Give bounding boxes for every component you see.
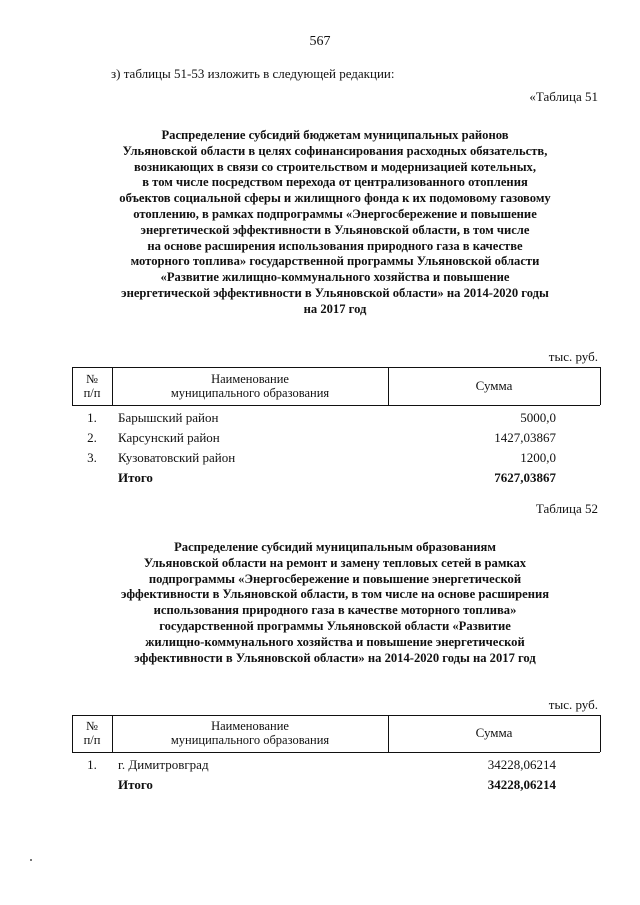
- table-51-label: «Таблица 51: [529, 89, 598, 104]
- title-line: жилищно-коммунального хозяйства и повышение энергетической: [145, 634, 525, 649]
- table-52-label: Таблица 52: [535, 501, 598, 516]
- table-border-right: [600, 715, 601, 752]
- table-border-header: [72, 752, 600, 753]
- title-line: Ульяновской области в целях софинансирования расходных обязательств,: [122, 143, 548, 158]
- row-name: Карсунский район: [118, 430, 220, 445]
- total-label: Итого: [118, 777, 153, 792]
- title-line: на основе расширения использования природного газа в качестве: [147, 238, 523, 253]
- table-51-units: тыс. руб.: [548, 349, 598, 364]
- header-name: Наименование муниципального образования: [170, 372, 330, 400]
- row-name: г. Димитровград: [118, 757, 209, 772]
- title-line: моторного топлива» государственной программы Ульяновской области: [130, 254, 540, 269]
- row-num: 1.: [87, 757, 97, 772]
- table-border-top: [72, 367, 600, 368]
- total-sum: 7627,03867: [494, 470, 556, 485]
- header-name: Наименование муниципального образования: [170, 719, 330, 747]
- title-line: Распределение субсидий бюджетам муниципальных районов: [161, 128, 509, 142]
- row-sum: 1200,0: [520, 450, 556, 465]
- table-border-right: [600, 367, 601, 405]
- table-51-title: [70, 128, 600, 318]
- title-line: Ульяновской области на ремонт и замену тепловых сетей в рамках: [143, 555, 527, 570]
- title-line: эффективности в Ульяновской области» на 2014-2020 годы на 2017 год: [134, 650, 536, 665]
- title-line: энергетической эффективности в Ульяновской области» на 2014-2020 годы: [121, 285, 549, 300]
- header-sum: Сумма: [475, 378, 513, 393]
- title-line: подпрограммы «Энергосбережение и повышение энергетической: [148, 571, 522, 586]
- title-line: объектов социальной сферы и жилищного фонда к их подомовому газовому: [119, 191, 551, 206]
- title-line: государственной программы Ульяновской области «Развитие: [159, 618, 511, 633]
- title-line: энергетической эффективности в Ульяновской области, в том числе: [140, 222, 530, 237]
- title-line: эффективности в Ульяновской области, в том числе на основе расширения: [120, 587, 550, 602]
- row-name: Барышский район: [118, 410, 219, 425]
- row-sum: 5000,0: [520, 410, 556, 425]
- header-num: № п/п: [83, 719, 101, 747]
- row-sum: 34228,06214: [487, 757, 556, 772]
- title-line: в том числе посредством перехода от централизованного отопления: [142, 175, 528, 190]
- header-sum: Сумма: [475, 725, 513, 740]
- table-border-header: [72, 405, 600, 406]
- table-52-units: тыс. руб.: [548, 697, 598, 712]
- title-line: отоплению, в рамках подпрограммы «Энергосбережение и повышение: [133, 206, 537, 221]
- total-label: Итого: [118, 470, 153, 485]
- header-num: № п/п: [83, 372, 101, 400]
- row-sum: 1427,03867: [494, 430, 556, 445]
- title-line: «Развитие жилищно-коммунального хозяйства и повышение: [160, 270, 510, 285]
- title-line: на 2017 год: [303, 301, 367, 316]
- row-num: 3.: [87, 450, 97, 465]
- table-52-title: [70, 540, 600, 666]
- title-line: возникающих в связи со строительством и модернизацией котельных,: [133, 159, 536, 174]
- title-line: использования природного газа в качестве моторного топлива»: [153, 603, 517, 618]
- row-num: 1.: [87, 410, 97, 425]
- row-num: 2.: [87, 430, 97, 445]
- scan-speck: [30, 859, 32, 861]
- table-border-top: [72, 715, 600, 716]
- total-sum: 34228,06214: [487, 777, 556, 792]
- intro-text: з) таблицы 51-53 изложить в следующей редакции:: [111, 66, 395, 81]
- row-name: Кузоватовский район: [118, 450, 236, 465]
- page-number: 567: [309, 34, 331, 49]
- title-line: Распределение субсидий муниципальным образованиям: [174, 540, 496, 554]
